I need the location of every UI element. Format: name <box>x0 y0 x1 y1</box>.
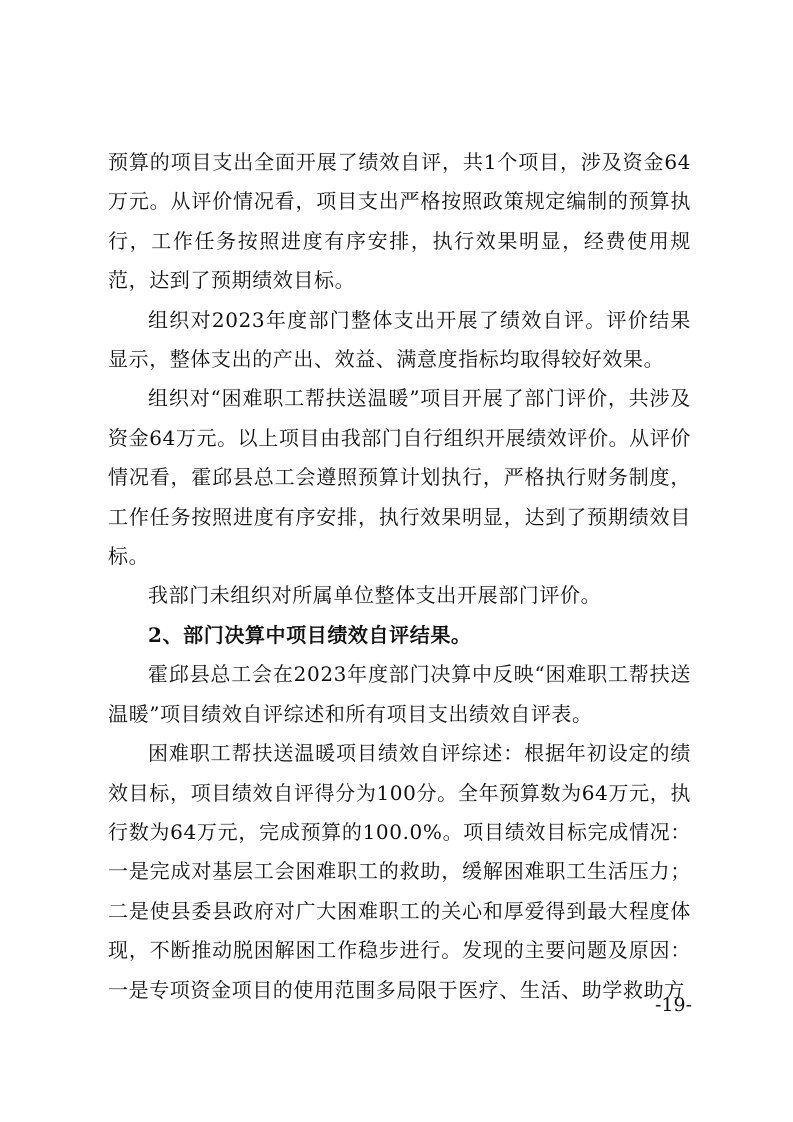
paragraph-project-summary: 困难职工帮扶送温暖项目绩效自评综述：根据年初设定的绩效目标，项目绩效自评得分为100分。全年预算数为64万元，执行数为64万元，完成预算的100.0%。项目绩效目标完成情况：一是完成对基层工会困难职工的救助，缓解困难职工生活压力；二是使县委县政府对广大困难职工的关心和厚爱得到最大程度体现，不断推动脱困解困工作稳步进行。发现的主要问题及原因：一是专项资金项目的使用范围多局限于医疗、生活、助学救助方 <box>108 741 691 1002</box>
page-number: -19- <box>654 994 692 1016</box>
paragraph-continuation: 预算的项目支出全面开展了绩效自评，共1个项目，涉及资金64万元。从评价情况看，项目支出严格按照政策规定编制的预算执行，工作任务按照进度有序安排，执行效果明显，经费使用规范，达到了预期绩效目标。 <box>108 150 691 293</box>
section-heading: 2、部门决算中项目绩效自评结果。 <box>148 622 472 647</box>
paragraph-subordinate-evaluation: 我部门未组织对所属单位整体支出开展部门评价。 <box>148 583 602 608</box>
document-body <box>108 143 691 1010</box>
paragraph-project-evaluation: 组织对“困难职工帮扶送温暖”项目开展了部门评价，共涉及资金64万元。以上项目由我部门自行组织开展绩效评价。从评价情况看，霍邱县总工会遵照预算计划执行，严格执行财务制度，工作任务按照进度有序安排，执行效果明显，达到了预期绩效目标。 <box>108 386 691 569</box>
paragraph-self-evaluation-report: 霍邱县总工会在2023年度部门决算中反映“困难职工帮扶送温暖”项目绩效自评综述和所有项目支出绩效自评表。 <box>108 662 691 726</box>
paragraph-overall-evaluation: 组织对2023年度部门整体支出开展了绩效自评。评价结果显示，整体支出的产出、效益、满意度指标均取得较好效果。 <box>108 307 691 372</box>
